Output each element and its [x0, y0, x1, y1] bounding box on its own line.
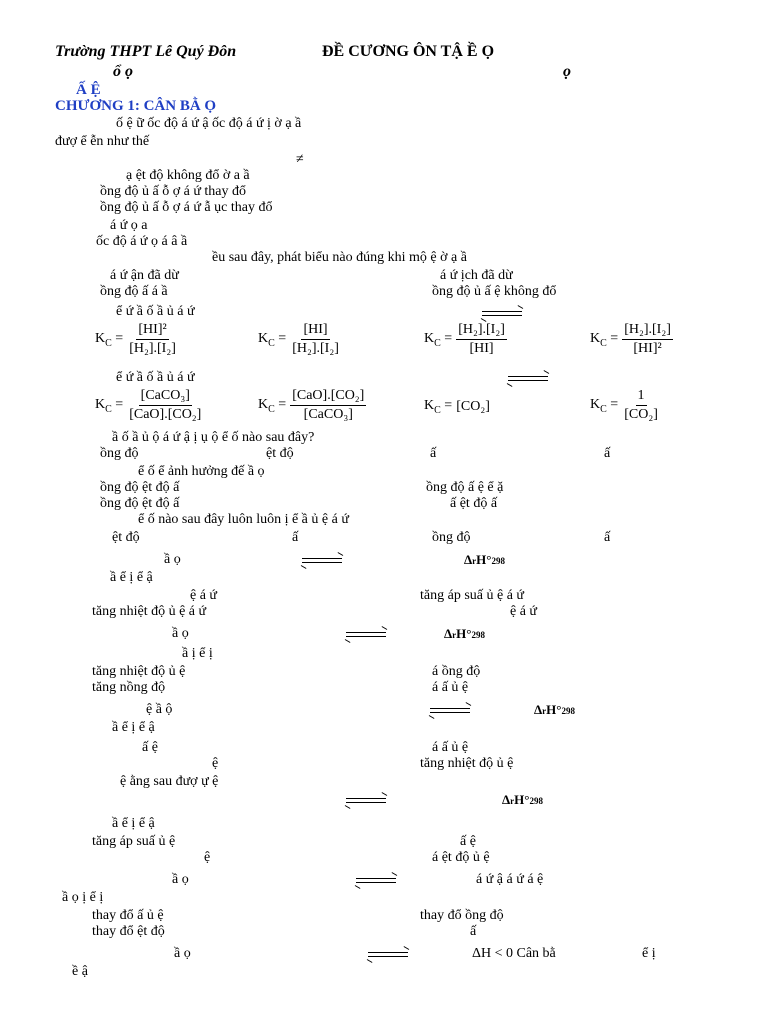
document-title: ĐỀ CƯƠNG ÔN TẬ Ề Ọ	[322, 43, 495, 60]
option-c: ấ	[430, 446, 437, 461]
option-b: ồng độ ấ ệ ể ặ	[426, 480, 504, 495]
option-a: ấ ệ	[142, 740, 158, 755]
option-b: á ứ ịch đã dừ	[440, 268, 513, 283]
option-a: ồng độ	[100, 446, 139, 461]
not-equal-symbol: ≠	[296, 152, 304, 167]
option-a: ệ á ứ	[190, 588, 218, 603]
subtitle-left: ổ ọ	[113, 63, 133, 80]
equilibrium-arrow	[302, 556, 342, 566]
option-b: ấ ệ	[460, 834, 476, 849]
option-a: ồng độ ệt độ ấ	[100, 480, 180, 495]
question-line: ể ứ ầ ố ầ ủ á ứ	[116, 304, 195, 319]
equilibrium-arrow	[346, 796, 386, 806]
option-c: tăng nồng độ	[92, 680, 166, 695]
question-line: ầ ố ầ ủ ộ á ứ ậ ị ụ ộ ể ố nào sau đây?	[112, 430, 315, 445]
option-d: ệ á ứ	[510, 604, 538, 619]
question-line: ầ ọ	[172, 872, 189, 887]
question-line: ầ ọ	[172, 626, 189, 641]
option-c: ệ	[212, 756, 219, 771]
equilibrium-arrow	[368, 950, 408, 960]
option-b: ệt độ	[266, 446, 294, 461]
option-d: ấ	[604, 446, 611, 461]
option-d: ấ	[470, 924, 477, 939]
question-line: ể ố ể ảnh hưởng đế ầ ọ	[138, 464, 265, 479]
text-line: ố ệ ữ ốc độ á ứ ậ ốc độ á ứ ị ờ ạ ầ	[116, 116, 302, 131]
option-a: thay đổ ấ ủ ệ	[92, 908, 164, 923]
enthalpy-symbol: ΔrH°298	[502, 792, 543, 807]
option-b: á ấ ủ ệ	[432, 740, 469, 755]
option-d: á ấ ủ ệ	[432, 680, 469, 695]
question-line: ầ ể ị ể ậ	[110, 570, 153, 585]
chapter-heading: CHƯƠNG 1: CÂN BẰ Ọ	[55, 98, 217, 114]
question-line: ầ ể ị ể ậ	[112, 720, 155, 735]
equilibrium-arrow	[356, 876, 396, 886]
option-b: thay đổ ồng độ	[420, 908, 504, 923]
option-d: á ứ ọ a	[110, 218, 148, 233]
option-d: ấ	[604, 530, 611, 545]
option-d: á ệt độ ủ ệ	[432, 850, 490, 865]
option-c: thay đổ ệt độ	[92, 924, 165, 939]
question-line: ầ ọ ị ể ị	[62, 890, 104, 905]
option-c: ồng độ ệt độ ấ	[100, 496, 180, 511]
question-line: ể ị	[642, 946, 656, 961]
question-line: ể ố nào sau đây luôn luôn ị ể ầ ủ ệ á ứ	[138, 512, 349, 527]
formula-option-d: $K_C$ = $\frac{1}{\text{[CO₂]}}$	[590, 388, 658, 422]
formula-option-a: $K_C$ = $\frac{\text{[CaCO₃]}}{\text{[CaO].[CO₂]}}$	[95, 388, 202, 422]
formula-option-c: $K_C$ = $\frac{\text{[H₂].[I₂]}}{[HI]}$	[424, 322, 505, 356]
option-c: tăng nhiệt độ ủ ệ á ứ	[92, 604, 207, 619]
option-a: ạ ệt độ không đổ ờ a ầ	[126, 168, 250, 183]
option-b: ồng độ ủ ấ ỗ ợ á ứ thay đổ	[100, 184, 247, 199]
option-a: tăng áp suấ ủ ệ	[92, 834, 176, 849]
question-line: ệ ằng sau đượ ự ệ	[120, 774, 219, 789]
question-line: ầ ị ể ị	[182, 646, 213, 661]
text-line: đượ ể ễn như thế	[55, 134, 150, 149]
option-c: ồng độ ủ ấ ỗ ợ á ứ ẫ ục thay đổ	[100, 200, 273, 215]
question-line: á ứ ậ á ứ á ệ	[476, 872, 544, 887]
formula-option-c: $K_C$ = [CO₂]	[424, 398, 490, 416]
equilibrium-arrow	[430, 706, 470, 716]
formula-option-b: $K_C$ = $\frac{[HI]}{\text{[H₂].[I₂]}}$	[258, 322, 339, 356]
option-c: ồng độ ấ á ầ	[100, 284, 168, 299]
equilibrium-arrow	[482, 309, 522, 319]
option-a: ệt độ	[112, 530, 140, 545]
option-b: ấ	[292, 530, 299, 545]
option-d: ồng độ ủ ấ ệ không đổ	[432, 284, 557, 299]
option-d: tăng nhiệt độ ủ ệ	[420, 756, 514, 771]
question-line: ệ ầ ộ	[146, 702, 173, 717]
question-line: ΔH < 0 Cân bằ	[472, 946, 556, 961]
question-line: ều sau đây, phát biểu nào đúng khi mộ ệ ờ ạ ầ	[212, 250, 467, 265]
enthalpy-symbol: ΔrH°298	[534, 702, 575, 717]
option-c: ồng độ	[432, 530, 471, 545]
question-line: ầ ọ	[164, 552, 181, 567]
equilibrium-arrow	[508, 374, 548, 384]
formula-option-b: $K_C$ = $\frac{\text{[CaO].[CO₂]}}{\text{[CaCO₃]}}$	[258, 388, 365, 422]
option-b: á ồng độ	[432, 664, 481, 679]
question-line: ề ậ	[72, 964, 88, 979]
question-line: ầ ể ị ể ậ	[112, 816, 155, 831]
option-b: tăng áp suấ ủ ệ á ứ	[420, 588, 524, 603]
option-d-cont: ốc độ á ứ ọ á â ầ	[96, 234, 188, 249]
section-heading: Ấ Ệ	[76, 82, 101, 98]
option-a: á ứ ận đã dừ	[110, 268, 179, 283]
option-a: tăng nhiệt độ ủ ệ	[92, 664, 186, 679]
formula-option-a: $K_C$ = $\frac{\text{[HI]²}}{\text{[H₂].[I₂]}}$	[95, 322, 176, 356]
enthalpy-symbol: ΔrH°298	[444, 626, 485, 641]
school-name: Trường THPT Lê Quý Đôn	[55, 43, 237, 60]
enthalpy-symbol: ΔrH°298	[464, 552, 505, 567]
equilibrium-arrow	[346, 630, 386, 640]
option-d: ấ ệt độ ấ	[450, 496, 498, 511]
question-line: ể ứ ầ ố ầ ủ á ứ	[116, 370, 195, 385]
option-c: ệ	[204, 850, 211, 865]
formula-option-d: $K_C$ = $\frac{\text{[H₂].[I₂]}}{\text{[HI]²}}$	[590, 322, 671, 356]
subtitle-right: ọ	[563, 63, 571, 80]
question-line: ầ ọ	[174, 946, 191, 961]
